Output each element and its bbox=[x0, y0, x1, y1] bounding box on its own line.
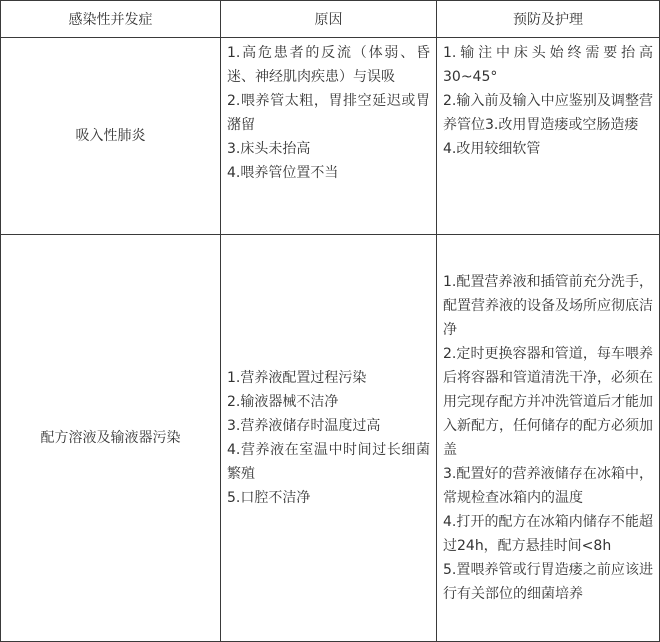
header-complication: 感染性并发症 bbox=[1, 1, 221, 38]
prevention-item: 2.输入前及输入中应鉴别及调整营养管位3.改用胃造瘘或空肠造瘘 bbox=[443, 93, 653, 133]
complication-cell: 配方溶液及输液器污染 bbox=[1, 235, 221, 642]
prevention-item: 5.置喂养管或行胃造瘘之前应该进行有关部位的细菌培养 bbox=[443, 562, 653, 602]
cause-item: 2.喂养管太粗，胃排空延迟或胃潴留 bbox=[227, 93, 430, 133]
cause-item: 5.口腔不洁净 bbox=[227, 490, 311, 506]
prevention-cell bbox=[437, 235, 660, 642]
cause-item: 4.喂养管位置不当 bbox=[227, 165, 339, 181]
cause-item: 4.营养液在室温中时间过长细菌繁殖 bbox=[227, 442, 430, 482]
cause-item: 1.高危患者的反流（体弱、昏迷、神经肌肉疾患）与误吸 bbox=[227, 45, 430, 85]
complication-cell: 吸入性肺炎 bbox=[1, 38, 221, 235]
prevention-item: 3.配置好的营养液储存在冰箱中，常规检查冰箱内的温度 bbox=[443, 466, 653, 506]
header-prevention: 预防及护理 bbox=[437, 1, 660, 38]
cause-item: 1.营养液配置过程污染 bbox=[227, 370, 367, 386]
prevention-item: 4.打开的配方在冰箱内储存不能超过24h，配方悬挂时间<8h bbox=[443, 514, 653, 554]
table-row bbox=[1, 38, 660, 235]
prevention-item: 2.定时更换容器和管道，每车喂养后将容器和管道清洗干净，必须在用完现存配方并冲洗管道后才能加入新配方，任何储存的配方必须加盖 bbox=[443, 346, 653, 458]
cause-cell bbox=[221, 235, 437, 642]
table-row bbox=[1, 235, 660, 642]
prevention-item: 1.输注中床头始终需要抬高30~45° bbox=[443, 45, 653, 85]
cause-item: 2.输液器械不洁净 bbox=[227, 394, 339, 410]
prevention-item: 4.改用较细软管 bbox=[443, 141, 541, 157]
prevention-cell bbox=[437, 38, 660, 235]
header-cause: 原因 bbox=[221, 1, 437, 38]
cause-item: 3.床头未抬高 bbox=[227, 141, 311, 157]
prevention-item: 1.配置营养液和插管前充分洗手，配置营养液的设备及场所应彻底洁净 bbox=[443, 274, 653, 338]
table-header-row bbox=[1, 1, 660, 38]
cause-item: 3.营养液储存时温度过高 bbox=[227, 418, 381, 434]
cause-cell bbox=[221, 38, 437, 235]
